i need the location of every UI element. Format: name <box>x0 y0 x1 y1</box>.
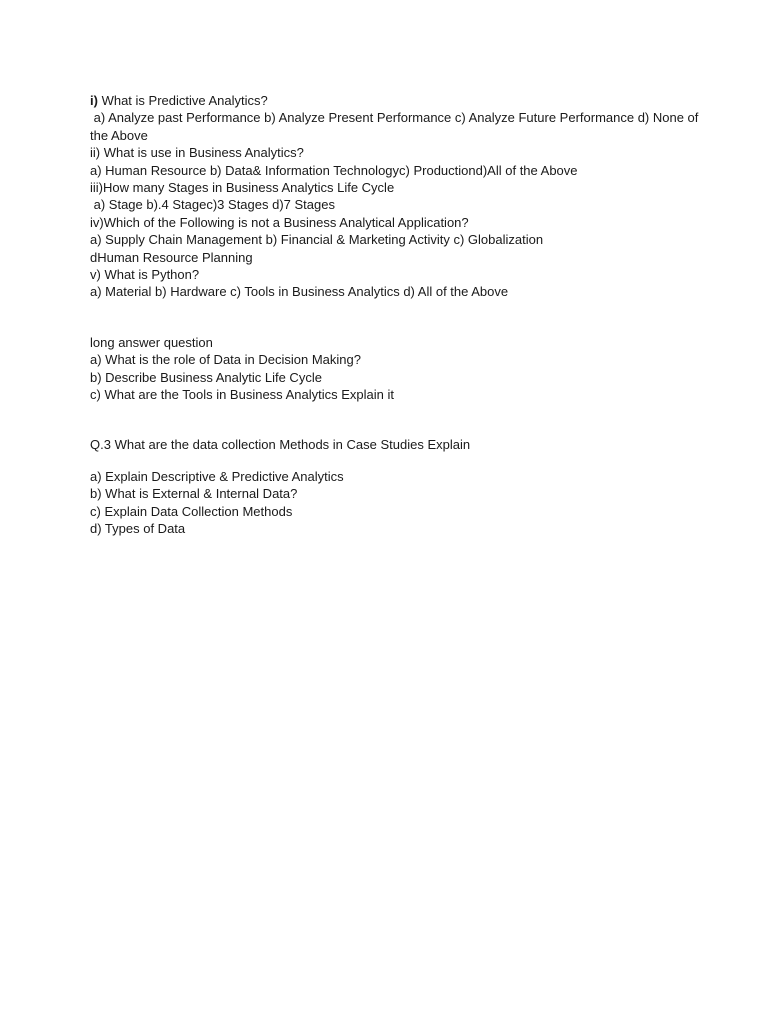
q3-item-d: d) Types of Data <box>90 521 186 537</box>
question-3-options: a) Stage b).4 Stagec)3 Stages d)7 Stages <box>90 197 335 213</box>
question-5: v) What is Python? <box>90 267 200 283</box>
spacer <box>90 404 690 436</box>
q3-section <box>90 436 690 538</box>
long-answer-heading: long answer question <box>90 334 213 350</box>
question-1-options-line-2: the Above <box>90 127 148 143</box>
spacer <box>90 301 690 334</box>
long-answer-section <box>90 334 690 404</box>
question-1-text: What is Predictive Analytics? <box>97 93 268 108</box>
question-2: ii) What is use in Business Analytics? <box>90 145 304 161</box>
question-4-options-line-2: dHuman Resource Planning <box>90 249 253 265</box>
question-3: iii)How many Stages in Business Analytics Life Cycle <box>90 180 395 196</box>
question-1 <box>90 92 690 109</box>
question-2-options: a) Human Resource b) Data& Information Technologyc) Productiond)All of the Above <box>90 162 578 178</box>
question-4-options-line-1: a) Supply Chain Management b) Financial & Marketing Activity c) Globalization <box>90 232 544 248</box>
q3-item-a: a) Explain Descriptive & Predictive Analytics <box>90 468 344 484</box>
q3-item-c: c) Explain Data Collection Methods <box>90 503 293 519</box>
question-5-options: a) Material b) Hardware c) Tools in Business Analytics d) All of the Above <box>90 284 509 300</box>
q3-heading: Q.3 What are the data collection Methods in Case Studies Explain <box>90 436 471 452</box>
long-answer-item-b: b) Describe Business Analytic Life Cycle <box>90 369 322 385</box>
spacer <box>90 453 690 468</box>
q3-item-b: b) What is External & Internal Data? <box>90 486 298 502</box>
long-answer-item-a: a) What is the role of Data in Decision Making? <box>90 352 361 368</box>
long-answer-item-c: c) What are the Tools in Business Analytics Explain it <box>90 387 394 403</box>
question-1-number: i) <box>90 93 98 108</box>
question-4: iv)Which of the Following is not a Business Analytical Application? <box>90 214 469 230</box>
document-page <box>90 92 699 538</box>
mcq-section <box>90 92 699 301</box>
question-1-options-line-1: a) Analyze past Performance b) Analyze Present Performance c) Analyze Future Performance d) None of <box>90 110 699 126</box>
